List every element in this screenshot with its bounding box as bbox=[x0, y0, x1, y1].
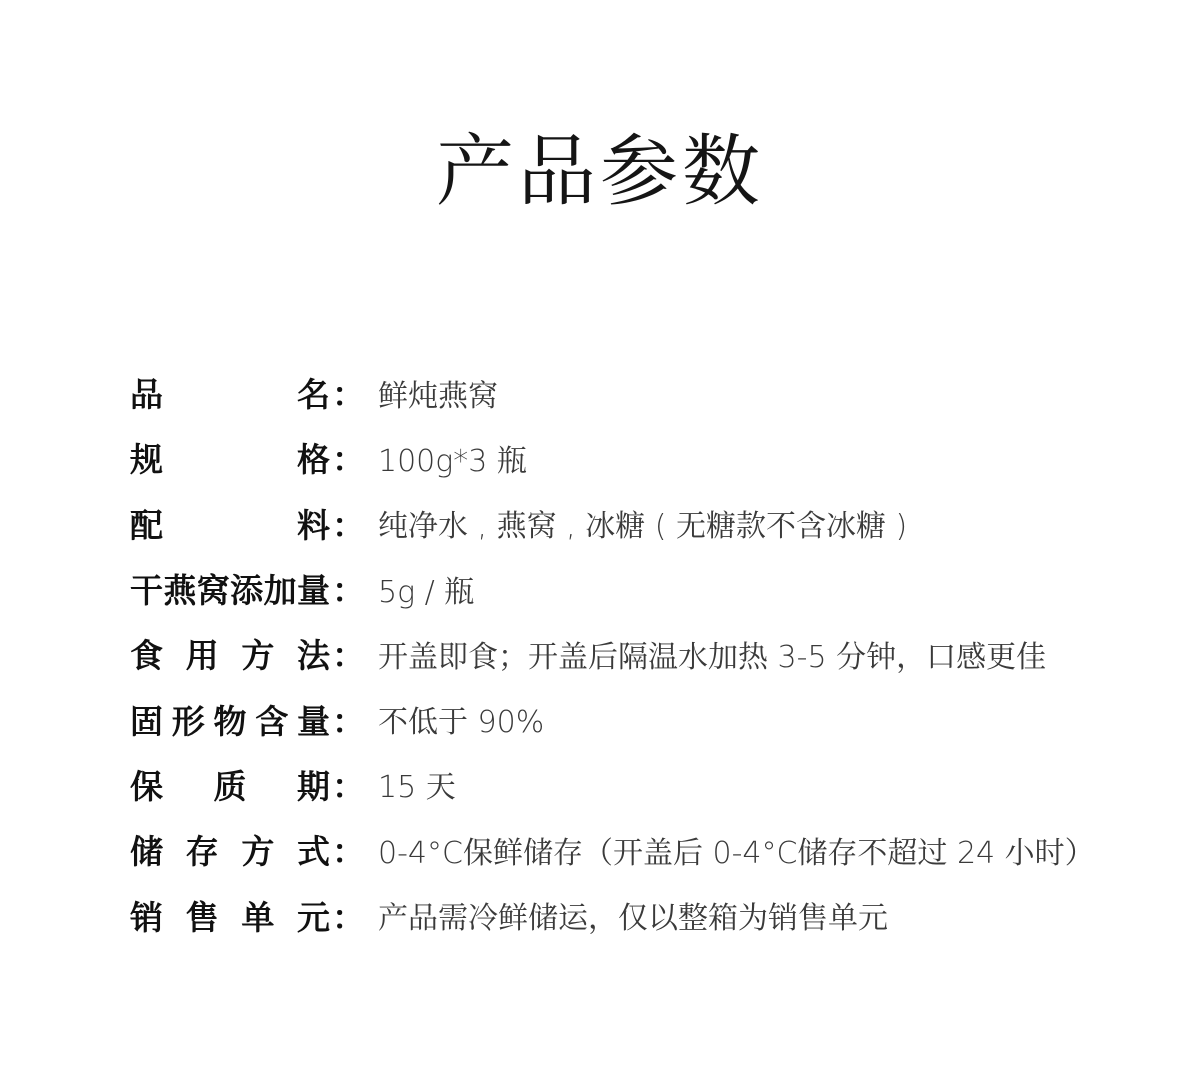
spec-label-char: 含 bbox=[255, 701, 289, 741]
spec-row-dry-birdsnest-amount bbox=[130, 556, 1180, 621]
spec-row-product-name bbox=[130, 360, 1180, 425]
spec-label-char: 法 bbox=[296, 636, 330, 676]
spec-label bbox=[130, 434, 330, 481]
spec-label-char: 品 bbox=[130, 375, 163, 415]
spec-label-char: 方 bbox=[241, 636, 275, 676]
spec-value: 不低于 90% bbox=[378, 705, 545, 741]
spec-colon: ： bbox=[332, 701, 365, 741]
spec-value: 5g / 瓶 bbox=[378, 574, 475, 610]
spec-label-char: 用 bbox=[185, 636, 219, 676]
spec-label bbox=[130, 826, 330, 873]
spec-label-char: 料 bbox=[297, 505, 330, 545]
spec-label bbox=[130, 630, 330, 677]
spec-value: 鲜炖燕窝 bbox=[378, 378, 498, 414]
spec-list bbox=[130, 360, 1180, 948]
spec-colon: ： bbox=[332, 505, 365, 545]
spec-value: 15 天 bbox=[378, 770, 456, 806]
spec-label bbox=[130, 892, 330, 939]
spec-label-char: 元 bbox=[296, 897, 330, 937]
spec-row-ingredients bbox=[130, 491, 1180, 556]
spec-label bbox=[130, 565, 330, 612]
spec-label-char: 期 bbox=[297, 766, 330, 806]
spec-label-char: 燕 bbox=[163, 571, 197, 611]
spec-row-usage bbox=[130, 621, 1180, 686]
spec-colon: ： bbox=[332, 375, 365, 415]
spec-row-shelf-life bbox=[130, 752, 1180, 817]
spec-label bbox=[130, 369, 330, 416]
spec-colon: ： bbox=[332, 766, 365, 806]
spec-label-char: 存 bbox=[185, 832, 219, 872]
spec-label-char: 食 bbox=[130, 636, 163, 676]
spec-row-solid-content bbox=[130, 686, 1180, 751]
spec-label-char: 配 bbox=[130, 505, 163, 545]
spec-colon: ： bbox=[332, 897, 365, 937]
spec-label-char: 规 bbox=[130, 440, 163, 480]
spec-row-sales-unit bbox=[130, 882, 1180, 947]
spec-colon: ： bbox=[332, 636, 365, 676]
spec-value: 0-4°C保鲜储存（开盖后 0-4°C储存不超过 24 小时） bbox=[378, 835, 1095, 871]
spec-label-char: 方 bbox=[241, 832, 275, 872]
spec-label bbox=[130, 500, 330, 547]
spec-label-char: 形 bbox=[171, 701, 205, 741]
spec-label-char: 售 bbox=[185, 897, 219, 937]
spec-label-char: 量 bbox=[296, 571, 330, 611]
spec-label-char: 量 bbox=[297, 701, 330, 741]
spec-label-char: 窝 bbox=[196, 571, 230, 611]
spec-label-char: 干 bbox=[130, 571, 163, 611]
spec-label-char: 保 bbox=[130, 766, 163, 806]
spec-value: 100g*3 瓶 bbox=[378, 443, 527, 479]
spec-colon: ： bbox=[332, 440, 365, 480]
spec-label-char: 名 bbox=[297, 375, 330, 415]
spec-label-char: 单 bbox=[241, 897, 275, 937]
spec-label-char: 物 bbox=[213, 701, 247, 741]
page-title: 产品参数 bbox=[435, 127, 764, 217]
spec-value: 开盖即食；开盖后隔温水加热 3-5 分钟，口感更佳 bbox=[378, 639, 1047, 675]
spec-label-char: 储 bbox=[130, 832, 163, 872]
spec-label-char: 销 bbox=[130, 897, 163, 937]
spec-label-char: 加 bbox=[263, 571, 297, 611]
spec-row-storage bbox=[130, 817, 1180, 882]
spec-label bbox=[130, 696, 330, 743]
spec-label-char: 固 bbox=[130, 701, 163, 741]
spec-colon: ： bbox=[332, 832, 365, 872]
spec-colon: ： bbox=[332, 571, 365, 611]
spec-label-char: 格 bbox=[297, 440, 330, 480]
spec-row-specification bbox=[130, 425, 1180, 490]
spec-value: 纯净水 , 燕窝 , 冰糖 ( 无糖款不含冰糖 ) bbox=[378, 509, 908, 545]
spec-label-char: 质 bbox=[213, 766, 247, 806]
spec-label bbox=[130, 761, 330, 808]
spec-label-char: 添 bbox=[230, 571, 264, 611]
spec-label-char: 式 bbox=[296, 832, 330, 872]
spec-value: 产品需冷鲜储运，仅以整箱为销售单元 bbox=[378, 901, 888, 937]
